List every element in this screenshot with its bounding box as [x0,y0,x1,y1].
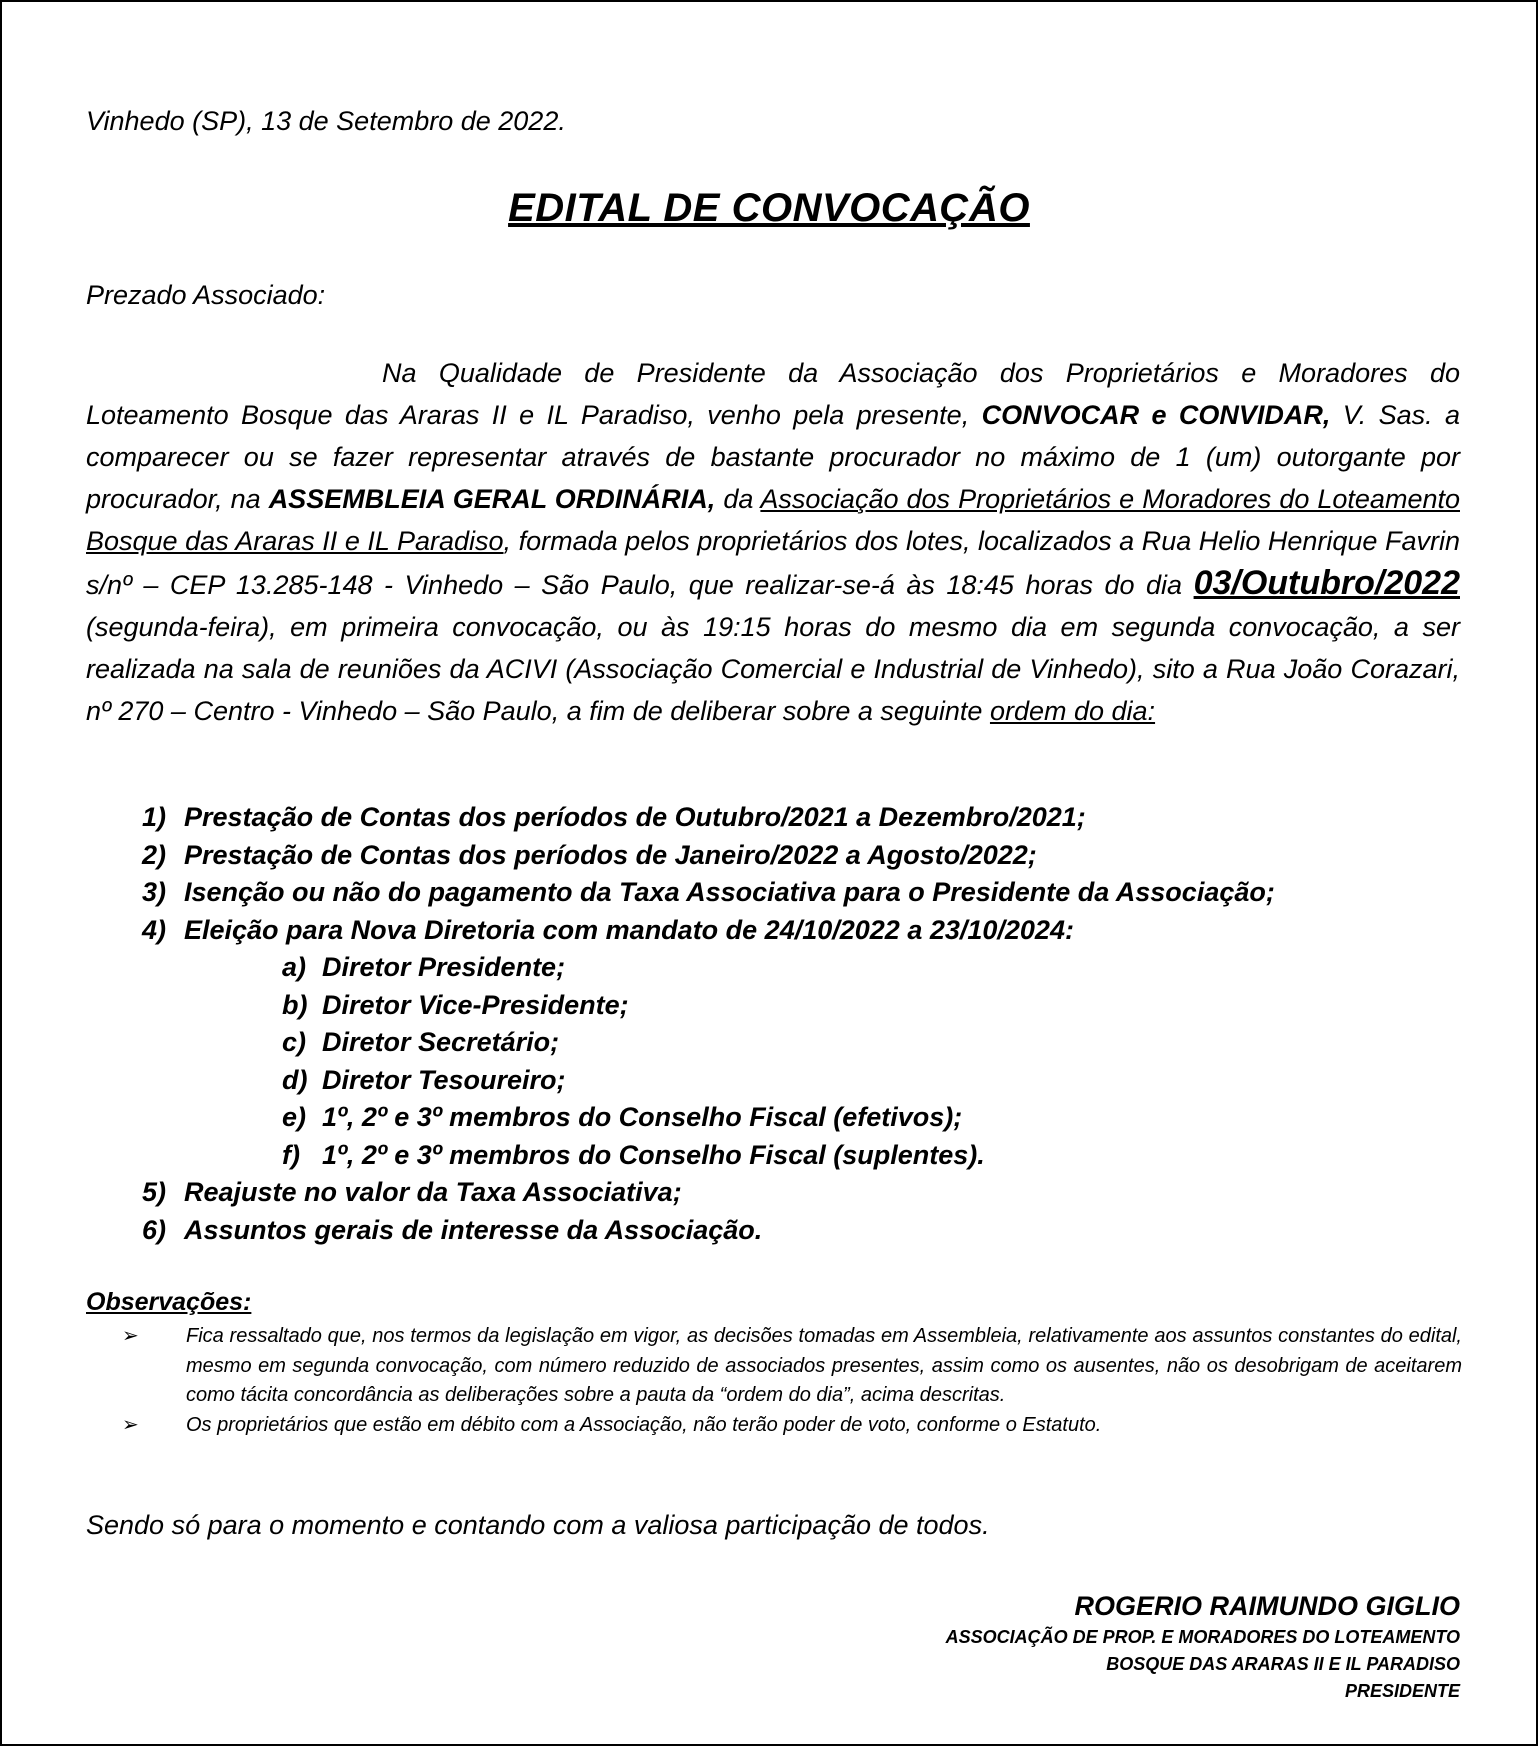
agenda-subitem-text: 1º, 2º e 3º membros do Conselho Fiscal (suplentes). [322,1139,985,1170]
body-bold-convocar: CONVOCAR e CONVIDAR, [981,400,1331,430]
body-text: (segunda-feira), em primeira convocação, ou às 19:15 horas do mesmo dia em segunda convocação, a ser realizada na sala de reuniões da ACIVI (Associação Comercial e Industrial de Vinhedo), sito a Rua João Corazari, nº 270 – Centro - Vinhedo – São Paulo, a fim de deliberar sobre a seguinte [86,612,1460,726]
signature-block [946,1588,1460,1705]
arrowhead-bullet-icon: ➢ [122,1325,139,1347]
observation-text: Os proprietários que estão em débito com a Associação, não terão poder de voto, conforme o Estatuto. [186,1413,1102,1436]
agenda-item-text: Prestação de Contas dos períodos de Janeiro/2022 a Agosto/2022; [184,839,1037,870]
agenda-subitem-text: Diretor Secretário; [322,1027,560,1057]
agenda-subitem-text: 1º, 2º e 3º membros do Conselho Fiscal (efetivos); [322,1102,963,1132]
document-title: EDITAL DE CONVOCAÇÃO [508,186,1030,230]
agenda-item [142,1174,1275,1212]
agenda-item [142,874,1275,912]
agenda-subitem-text: Diretor Tesoureiro; [322,1064,566,1095]
meeting-date: 03/Outubro/2022 [1193,564,1460,602]
agenda-item-number: 6) [142,1214,167,1245]
agenda-item-text: Eleição para Nova Diretoria com mandato de 24/10/2022 a 23/10/2024: [184,914,1074,945]
signatory-org-line-1: ASSOCIAÇÃO DE PROP. E MORADORES DO LOTEAMENTO [945,1627,1460,1647]
agenda-subitem [142,987,1275,1025]
agenda-subitem [142,1137,1275,1175]
observation-text: Fica ressaltado que, nos termos da legislação em vigor, as decisões tomadas em Assembleia, relativamente aos assuntos constantes do edital, mesmo em segunda convocação, com número reduzido de associados presentes, assim como os ausentes, não os desobrigam de aceitarem como tácita concordância as deliberações sobre a pauta da “ordem do dia”, acima descritas. [186,1325,1462,1406]
observations-list [122,1322,1462,1440]
date-line: Vinhedo (SP), 13 de Setembro de 2022. [86,106,566,136]
agenda-subitem-letter: e) [282,1102,307,1132]
agenda-subitem-text: Diretor Presidente; [322,952,566,982]
agenda-item-number: 3) [142,877,167,907]
agenda-subitem-letter: a) [282,952,307,982]
agenda-subitem-letter: b) [282,989,308,1020]
agenda-subitem [142,1099,1275,1137]
arrowhead-bullet-icon: ➢ [122,1413,139,1436]
agenda-subitem [142,1024,1275,1062]
agenda-item-number: 4) [142,914,167,945]
closing-line: Sendo só para o momento e contando com a valiosa participação de todos. [86,1510,990,1540]
body-text: Na Qualidade de Presidente da Associação dos Proprietários e Moradores do Loteamento Bosque das Araras II e IL Paradiso, venho pela presente, [86,358,1460,430]
body-underline-agenda: ordem do dia: [989,696,1156,726]
body-underline-association: Associação dos Proprietários e Moradores do Loteamento Bosque das Araras II e IL Paradiso [86,484,1460,556]
signatory-name: ROGERIO RAIMUNDO GIGLIO [1074,1591,1460,1621]
agenda-item [142,799,1275,837]
agenda-item-number: 1) [142,802,167,832]
agenda-subitem-letter: d) [282,1064,308,1095]
agenda-item-text: Assuntos gerais de interesse da Associação. [184,1214,763,1245]
agenda-item [142,1212,1275,1250]
agenda-item-text: Isenção ou não do pagamento da Taxa Associativa para o Presidente da Associação; [184,877,1275,907]
body-text: da [715,484,761,514]
body-paragraph [86,352,1460,732]
agenda-item-text: Prestação de Contas dos períodos de Outubro/2021 a Dezembro/2021; [184,802,1086,832]
agenda-item-number: 5) [142,1177,167,1207]
observations-title: Observações: [86,1288,252,1316]
agenda-subitem-text: Diretor Vice-Presidente; [322,989,629,1020]
agenda-subitem-letter: c) [282,1027,307,1057]
body-text: V. Sas. a comparecer ou se fazer representar através de bastante procurador no máximo de 1 (um) outorgante por procurador, na [86,400,1460,514]
body-bold-assembleia: ASSEMBLEIA GERAL ORDINÁRIA, [268,484,716,514]
agenda-item [142,912,1275,950]
agenda-subitem-letter: f) [282,1139,300,1170]
agenda-subitem [142,949,1275,987]
signatory-org-line-2: BOSQUE DAS ARARAS II E IL PARADISO [1106,1654,1460,1674]
observation-item [122,1411,1462,1441]
agenda-list [142,799,1275,1249]
agenda-item [142,837,1275,875]
agenda-item-text: Reajuste no valor da Taxa Associativa; [184,1177,682,1207]
agenda-item-number: 2) [142,839,167,870]
salutation: Prezado Associado: [86,280,326,310]
observation-item [122,1322,1462,1411]
body-text: , formada pelos proprietários dos lotes, localizados a Rua Helio Henrique Favrin s/nº – CEP 13.285-148 - Vinhedo – São Paulo, que realizar-se-á às 18:45 horas do dia [86,526,1461,600]
signatory-role: PRESIDENTE [1344,1681,1460,1701]
agenda-subitem [142,1062,1275,1100]
